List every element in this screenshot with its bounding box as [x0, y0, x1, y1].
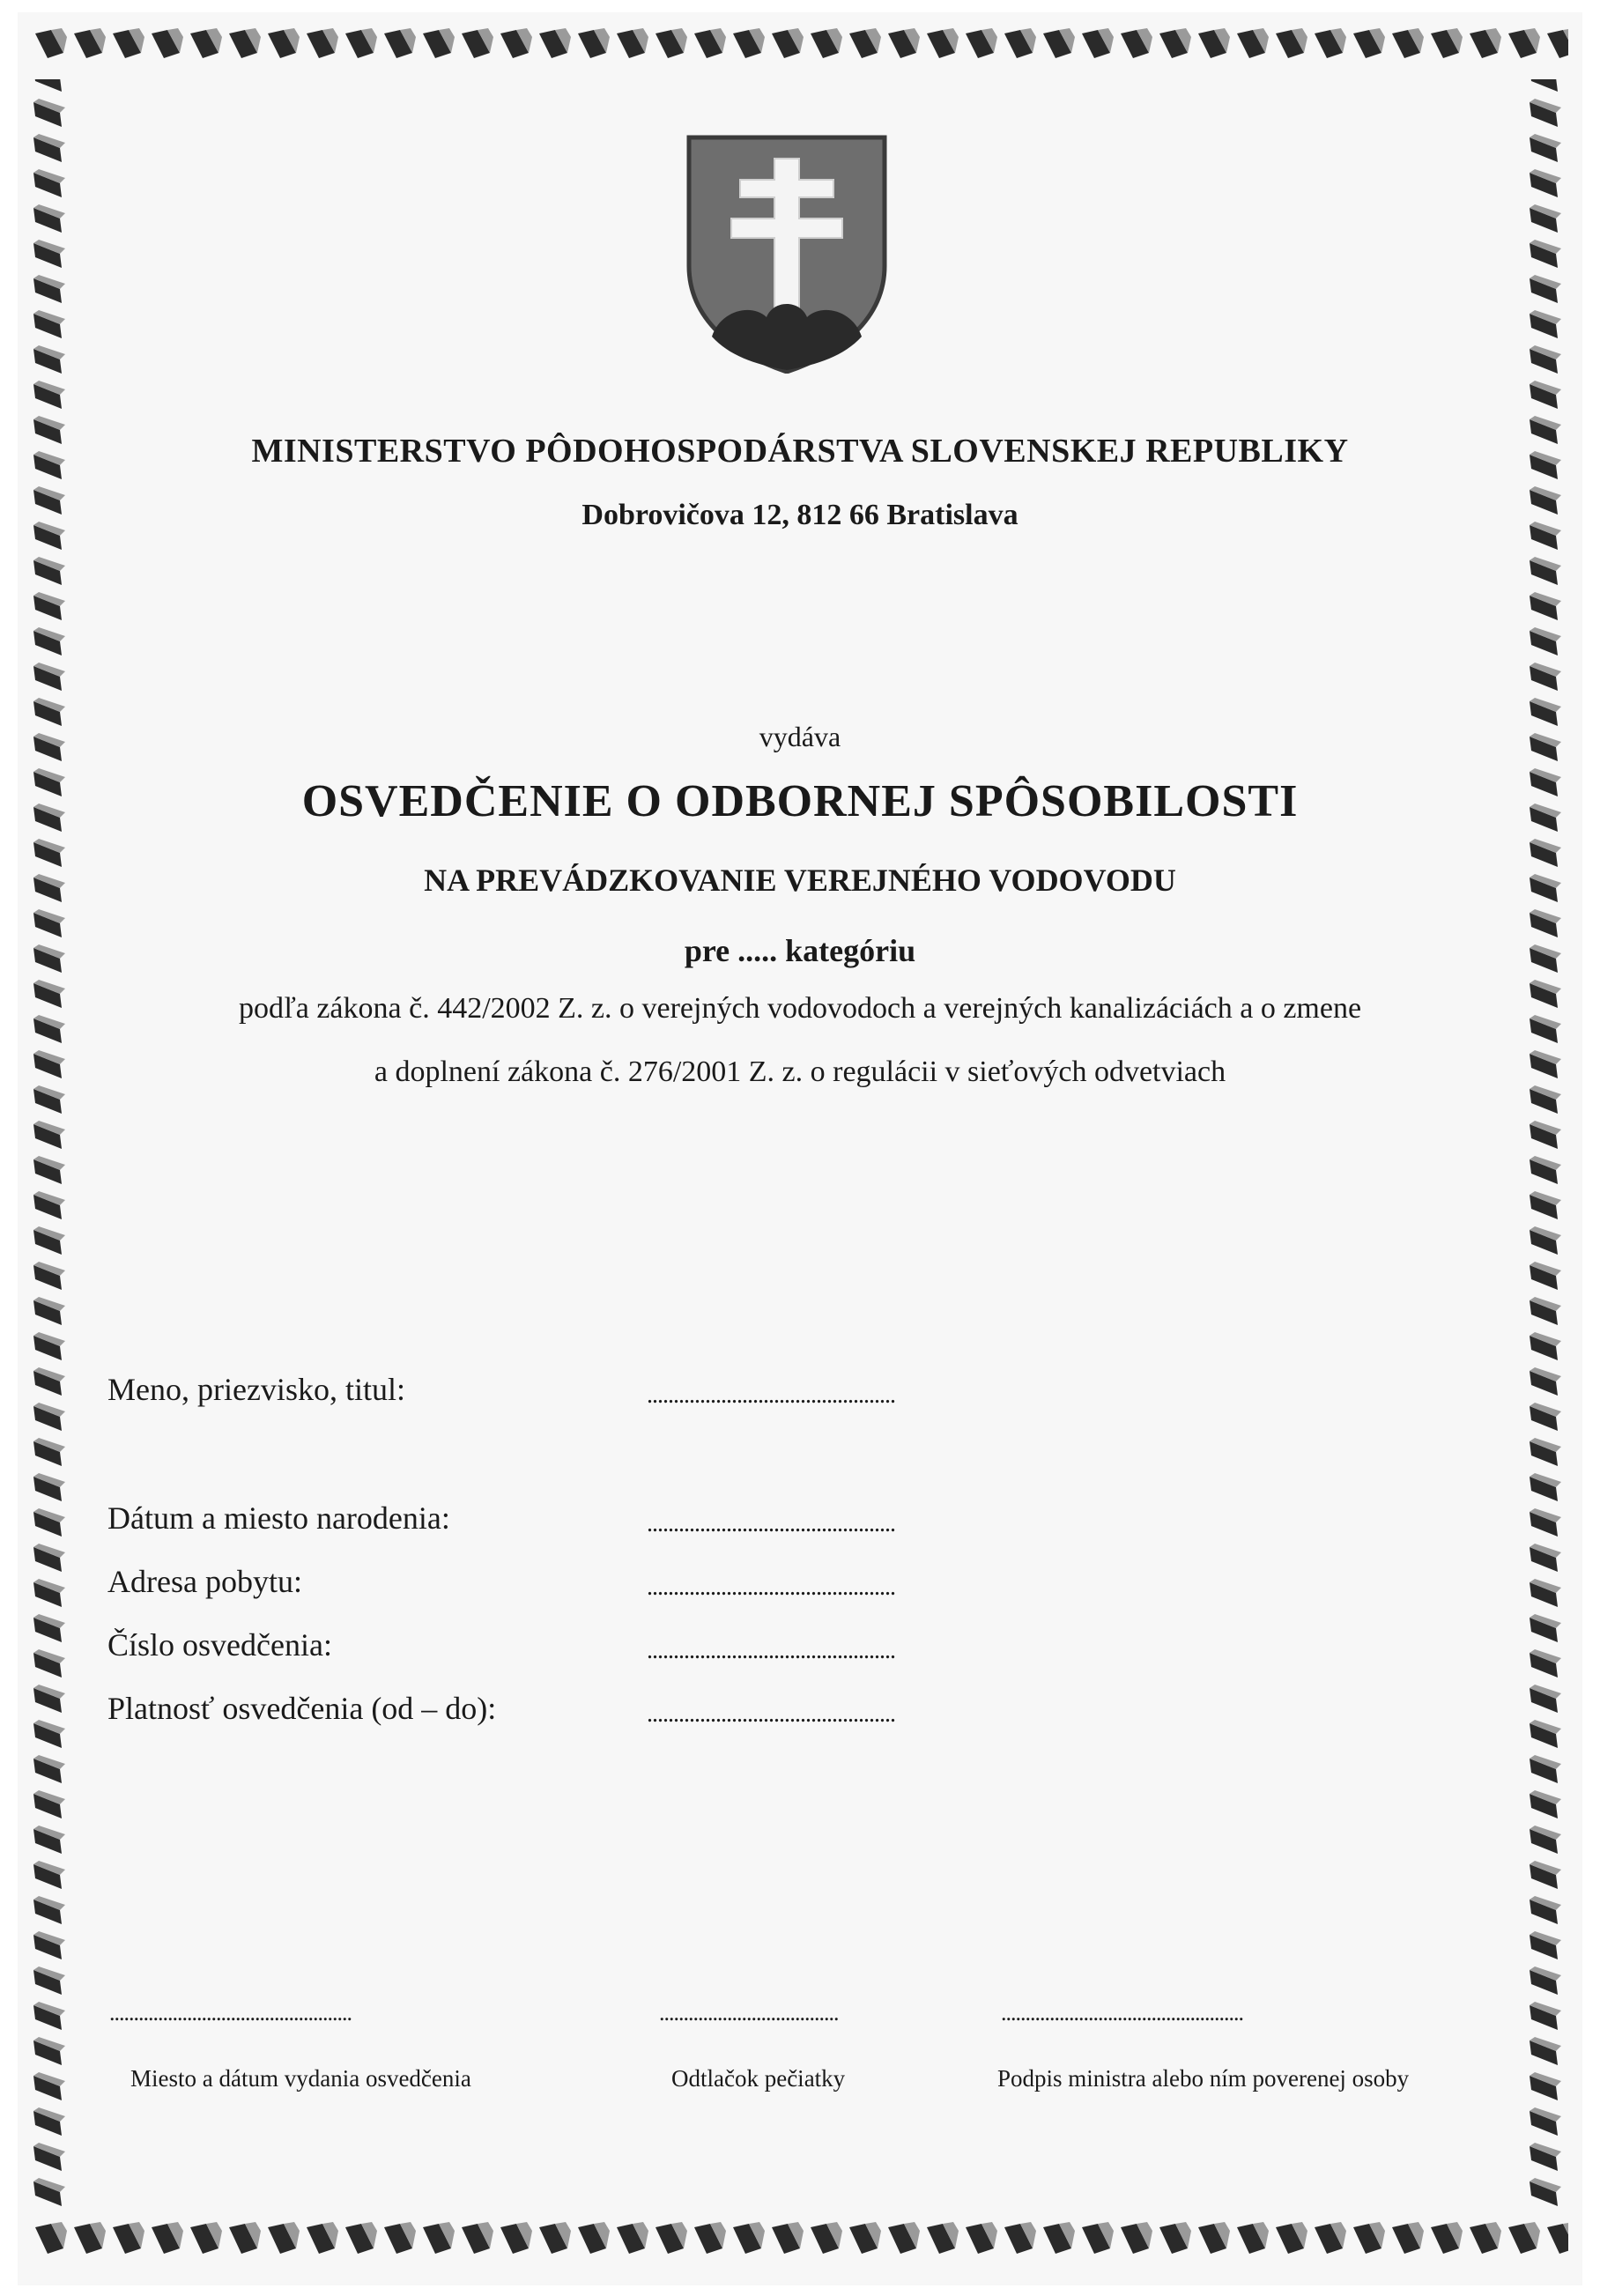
field-value-certificate-number[interactable]: ............................................... — [647, 1637, 895, 1664]
certificate-title: OSVEDČENIE O ODBORNEJ SPÔSOBILOSTI — [301, 776, 1299, 826]
slovak-coat-of-arms-icon — [685, 134, 888, 374]
field-label-certificate-number: Číslo osvedčenia: — [107, 1627, 332, 1663]
field-value-validity[interactable]: ............................................... — [647, 1700, 895, 1728]
decorative-border-left — [26, 26, 79, 2264]
signature-label-minister: Podpis ministra alebo ním poverenej osoby — [997, 2065, 1410, 2092]
signature-label-stamp: Odtlačok pečiatky — [671, 2065, 846, 2092]
signature-line-stamp[interactable]: ..................................... — [659, 2000, 839, 2026]
field-label-address: Adresa pobytu: — [107, 1564, 302, 1599]
field-value-address[interactable]: ............................................... — [647, 1574, 895, 1601]
issues-text: vydáva — [759, 721, 841, 752]
ministry-name: MINISTERSTVO PÔDOHOSPODÁRSTVA SLOVENSKEJ REPUBLIKY — [251, 433, 1349, 470]
ministry-address: Dobrovičova 12, 812 66 Bratislava — [581, 499, 1019, 531]
decorative-border-bottom — [32, 2203, 1568, 2264]
field-label-name: Meno, priezvisko, titul: — [107, 1372, 405, 1407]
law-reference-line-1: podľa zákona č. 442/2002 Z. z. o verejných vodovodoch a verejných kanalizáciách a o zmene — [238, 992, 1362, 1025]
decorative-border-top — [32, 18, 1568, 79]
decorative-border-right — [1517, 26, 1572, 2264]
signature-line-place-date[interactable]: .................................................. — [109, 2000, 352, 2026]
field-label-birth: Dátum a miesto narodenia: — [107, 1500, 450, 1536]
field-label-validity: Platnosť osvedčenia (od – do): — [107, 1691, 497, 1726]
field-value-name[interactable]: ............................................... — [647, 1381, 895, 1409]
certificate-category: pre ..... kategóriu — [684, 933, 916, 968]
signature-line-minister[interactable]: .................................................. — [1001, 2000, 1243, 2026]
certificate-subtitle: NA PREVÁDZKOVANIE VEREJNÉHO VODOVODU — [424, 863, 1176, 898]
law-reference-line-2: a doplnení zákona č. 276/2001 Z. z. o regulácii v sieťových odvetviach — [374, 1055, 1226, 1088]
field-value-birth[interactable]: ............................................... — [647, 1510, 895, 1537]
signature-label-place-date: Miesto a dátum vydania osvedčenia — [130, 2065, 471, 2092]
